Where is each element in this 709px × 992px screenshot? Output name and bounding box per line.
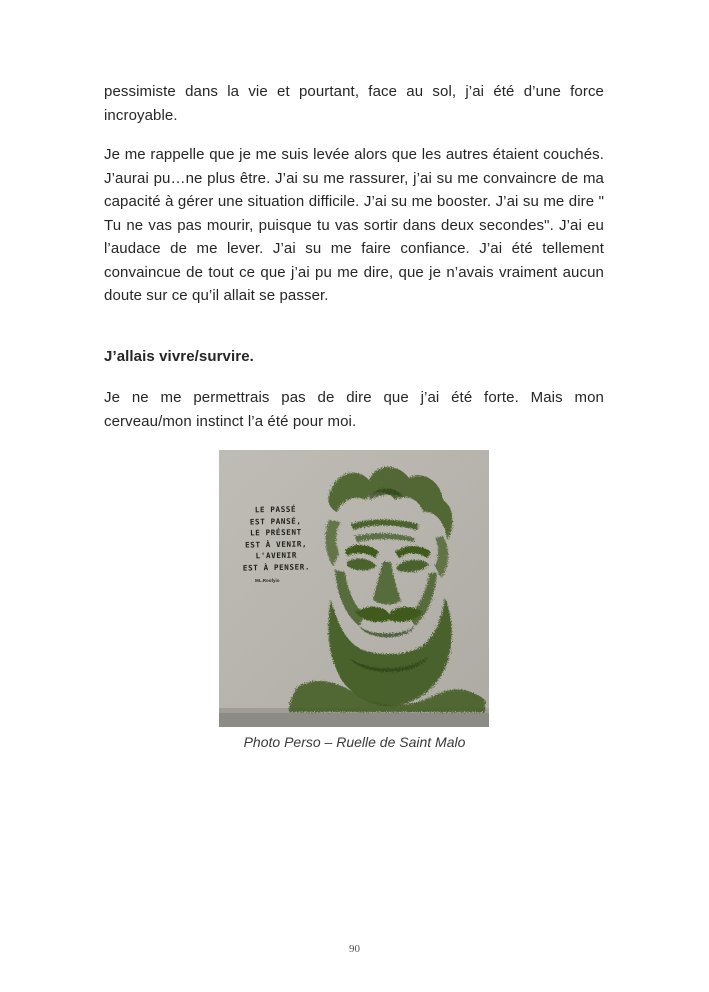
photo-illustration bbox=[219, 450, 489, 727]
stencil-line: EST À VENIR, bbox=[244, 539, 308, 550]
photo-moss-graffiti bbox=[219, 450, 489, 727]
paragraph-heading-bold: J’allais vivre/survire. bbox=[104, 348, 254, 365]
pavement bbox=[219, 712, 489, 727]
photo-caption: Photo Perso – Ruelle de Saint Malo bbox=[243, 734, 466, 750]
paragraph-4: Je ne me permettrais pas de dire que j’ai été forte. Mais mon cerveau/mon instinct l’a été pour moi. bbox=[104, 389, 604, 430]
stencil-quote bbox=[234, 503, 317, 574]
stencil-line: L'AVENIR bbox=[255, 551, 298, 561]
stencil-line: EST PANSÉ, bbox=[249, 516, 302, 527]
stencil-signature: ML.Roofyio bbox=[255, 578, 280, 583]
stencil-line: EST À PENSER. bbox=[242, 562, 311, 573]
page-number: 90 bbox=[349, 943, 360, 955]
stencil-line: LE PASSÉ bbox=[254, 504, 297, 515]
stencil-line: LE PRÉSENT bbox=[249, 527, 302, 538]
paragraph-2: Je me rappelle que je me suis levée alors que les autres étaient couchés. J’aurai pu…ne plus être. J’ai su me rassurer, j’ai su me convaincre de ma capacité à gérer une situation difficile. J’ai su me booster. J’ai su me dire " Tu ne vas pas mourir, puisque tu vas sortir dans deux secondes". J’ai eu l’audace de me lever. J’ai su me faire confiance. J’ai été tellement convaincue de tout ce que j’ai pu me dire, que je n’avais vraiment aucun doute sur ce qu’il allait se passer. bbox=[104, 146, 604, 304]
paragraph-1: pessimiste dans la vie et pourtant, face au sol, j’ai été d’une force incroyable. bbox=[104, 83, 604, 124]
